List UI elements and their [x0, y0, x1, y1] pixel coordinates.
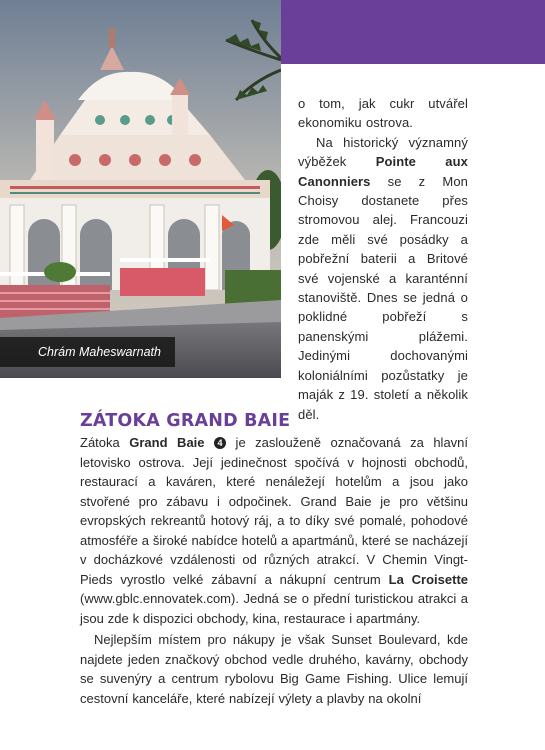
body-p1-text-a: Zátoka [80, 435, 130, 450]
grand-baie-bold: Grand Baie [129, 435, 205, 450]
side-p2-text-b: se z Mon Choisy dostanete přes stromovou alej. Francouzi zde měli své posádky a pobřežní baterii a Britové své vojenské a karanténní stanoviště. Dnes se jedná o poklidné pobřeží s panenskými plážemi. Jedinými dochovanými koloniálními pozůstatky je maják z 19. století a několik děl. [298, 173, 468, 422]
photo-caption: Chrám Maheswarnath [0, 337, 175, 367]
map-number-badge: 4 [214, 437, 226, 449]
pointe-aux-canonniers-bold: Pointe aux Canonniers [298, 154, 468, 189]
body-paragraph-1 [80, 433, 468, 628]
body-p1-text-c: (www.gblc.ennovatek.com). Jedná se o přední turistickou atrakci a jsou zde k dispozici obchody, kina, restaurace i apartmány. [80, 591, 468, 626]
body-p1-text-b: je zaslouženě označovaná za hlavní letovisko ostrova. Její jedinečnost spočívá v hojnosti obchodů, restaurací a kaváren, které nenáležejí hotelům a jsou jako stvořené pro zábavu i odpočinek. Grand Baie je pro většinu evropských rekreantů hotový ráj, a to díky své pomalé, pohodové atmosféře a široké nabídce hotelů a apartmánů, které se nacházejí v docházkové vzdálenosti od různých atrakcí. V Chemin Vingt-Pieds vyrostlo velké zábavní a nákupní centrum [80, 435, 469, 587]
temple-photo [0, 0, 281, 378]
side-paragraph-2 [298, 133, 468, 424]
side-p2-text-a: Na historický významný výběžek [298, 134, 468, 170]
body-paragraph-2: Nejlepším místem pro nákupy je však Sunset Boulevard, kde najdete jeden značkový obchod vedle druhého, kavárny, obchody se suvenýry a centrum rybolovu Big Game Fishing. Ulice lemují cestovní kanceláře, které nabízejí výlety a plavby na okolní [80, 632, 468, 706]
section-body [80, 433, 468, 708]
section-heading: ZÁTOKA GRAND BAIE [80, 411, 291, 431]
header-color-bar [281, 0, 545, 64]
side-column [298, 94, 468, 424]
la-croisette-bold: La Croisette [388, 571, 468, 587]
side-paragraph-1: o tom, jak cukr utvářel ekonomiku ostrova. [298, 96, 468, 131]
